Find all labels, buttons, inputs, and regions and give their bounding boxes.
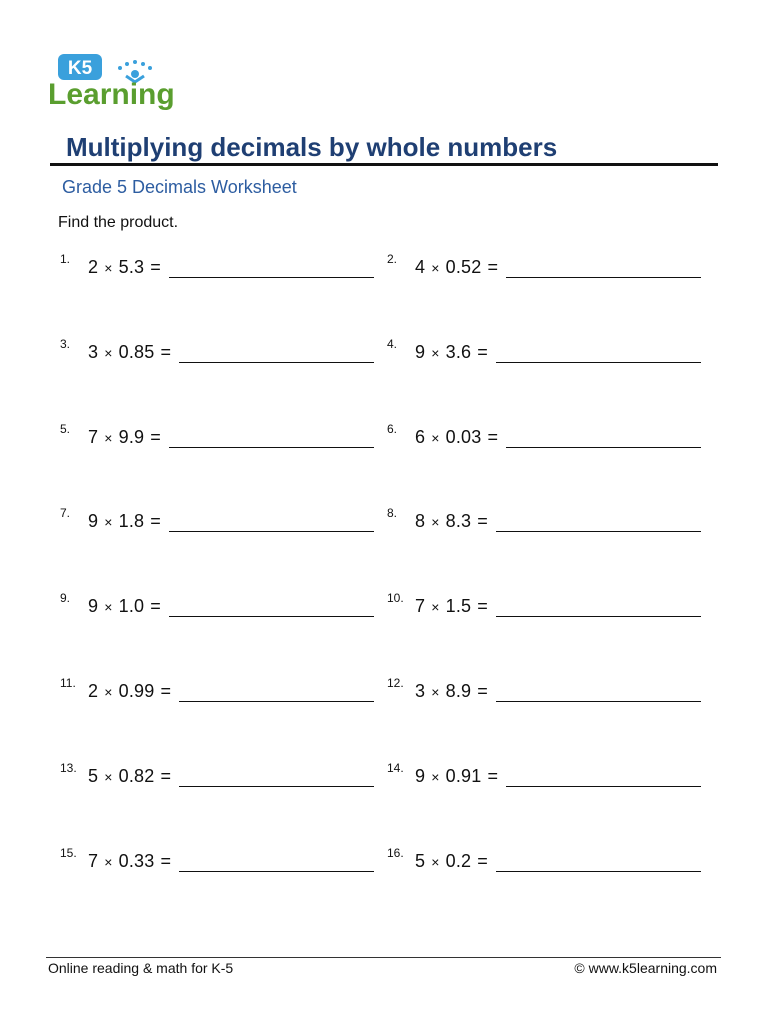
- problem-expression: [88, 342, 175, 363]
- multiplier: 3: [88, 341, 99, 362]
- decimal-factor: 3.6: [445, 341, 472, 362]
- footer-website: © www.k5learning.com: [574, 960, 717, 976]
- decimal-factor: 0.03: [445, 426, 482, 447]
- problem-expression: [415, 427, 502, 448]
- problem-expression: [88, 766, 175, 787]
- decimal-factor: 0.91: [445, 765, 482, 786]
- problem-number: 7.: [60, 506, 71, 521]
- multiplier: 2: [88, 681, 99, 701]
- decimal-factor: 8.9: [445, 681, 472, 701]
- problem-expression: [88, 681, 175, 702]
- problem-number: 15.: [60, 845, 77, 860]
- multiplier: 9: [415, 765, 426, 786]
- equals-sign: =: [477, 341, 488, 362]
- problem-item: [387, 336, 701, 363]
- problem-expression: [88, 596, 165, 617]
- problem-item: [387, 508, 701, 532]
- answer-line[interactable]: [496, 513, 701, 532]
- answer-line[interactable]: [169, 429, 374, 448]
- decimal-factor: 0.85: [118, 341, 155, 362]
- times-sign: ×: [104, 768, 113, 785]
- problem-expression: [88, 427, 165, 448]
- times-sign: ×: [104, 853, 113, 870]
- answer-line[interactable]: [496, 598, 701, 617]
- problem-number: 12.: [387, 676, 404, 690]
- decimal-factor: 0.99: [118, 681, 155, 701]
- times-sign: ×: [431, 599, 440, 616]
- answer-line[interactable]: [169, 259, 374, 278]
- multiplier: 7: [415, 596, 426, 617]
- decimal-factor: 8.3: [445, 511, 472, 532]
- times-sign: ×: [104, 514, 113, 531]
- problem-item: [387, 593, 701, 617]
- problem-expression: [415, 257, 502, 278]
- problem-expression: [415, 342, 492, 363]
- problem-item: [60, 678, 374, 702]
- equals-sign: =: [477, 511, 488, 532]
- problem-item: [60, 421, 374, 448]
- problem-number: 4.: [387, 336, 398, 351]
- title-divider: [50, 163, 718, 166]
- problem-number: 14.: [387, 760, 404, 775]
- problem-number: 5.: [60, 421, 71, 436]
- answer-line[interactable]: [506, 259, 701, 278]
- multiplier: 5: [415, 850, 426, 871]
- answer-line[interactable]: [169, 598, 374, 617]
- times-sign: ×: [431, 768, 440, 785]
- times-sign: ×: [104, 599, 113, 616]
- multiplier: 7: [88, 850, 99, 871]
- multiplier: 6: [415, 426, 426, 447]
- problem-item: [387, 845, 701, 872]
- multiplier: 9: [88, 511, 99, 532]
- svg-text:Learning: Learning: [48, 78, 175, 111]
- multiplier: 9: [415, 341, 426, 362]
- times-sign: ×: [431, 514, 440, 531]
- equals-sign: =: [150, 257, 161, 277]
- problem-expression: [88, 257, 165, 278]
- times-sign: ×: [431, 344, 440, 361]
- problem-number: 1.: [60, 252, 71, 266]
- decimal-factor: 1.5: [445, 596, 472, 617]
- multiplier: 7: [88, 426, 99, 447]
- problem-item: [387, 421, 701, 448]
- k5-learning-logo: [48, 52, 188, 114]
- problem-number: 3.: [60, 336, 71, 351]
- equals-sign: =: [487, 426, 499, 447]
- problem-item: [60, 336, 374, 363]
- problem-item: [387, 760, 701, 787]
- times-sign: ×: [104, 684, 113, 700]
- times-sign: ×: [104, 344, 113, 361]
- equals-sign: =: [150, 511, 161, 532]
- equals-sign: =: [487, 765, 499, 786]
- equals-sign: =: [150, 426, 161, 447]
- decimal-factor: 1.8: [118, 511, 145, 532]
- multiplier: 2: [88, 257, 99, 277]
- answer-line[interactable]: [506, 429, 701, 448]
- multiplier: 5: [88, 765, 99, 786]
- problem-number: 2.: [387, 252, 398, 266]
- problem-expression: [88, 511, 165, 532]
- problem-number: 9.: [60, 591, 71, 606]
- multiplier: 4: [415, 257, 426, 277]
- problem-number: 13.: [60, 760, 77, 775]
- decimal-factor: 0.33: [118, 850, 155, 871]
- problem-item: [60, 593, 374, 617]
- equals-sign: =: [160, 765, 172, 786]
- instructions: Find the product.: [58, 214, 179, 231]
- problem-number: 10.: [387, 591, 404, 606]
- footer-tagline: Online reading & math for K-5: [48, 960, 234, 976]
- equals-sign: =: [160, 341, 172, 362]
- problem-item: [60, 760, 374, 787]
- equals-sign: =: [477, 850, 488, 871]
- equals-sign: =: [477, 681, 488, 701]
- answer-line[interactable]: [496, 344, 701, 363]
- problem-expression: [415, 596, 492, 617]
- times-sign: ×: [431, 260, 440, 276]
- problem-number: 11.: [60, 676, 76, 690]
- problem-number: 16.: [387, 845, 404, 860]
- equals-sign: =: [487, 257, 499, 277]
- problem-expression: [88, 851, 175, 872]
- decimal-factor: 5.3: [118, 257, 145, 277]
- decimal-factor: 0.2: [445, 850, 472, 871]
- problem-number: 8.: [387, 506, 398, 521]
- problem-number: 6.: [387, 421, 398, 436]
- answer-line[interactable]: [179, 683, 374, 702]
- decimal-factor: 1.0: [118, 596, 145, 617]
- times-sign: ×: [104, 260, 113, 276]
- answer-line[interactable]: [506, 768, 701, 787]
- times-sign: ×: [104, 429, 113, 446]
- problem-item: [60, 254, 374, 278]
- answer-line[interactable]: [179, 344, 374, 363]
- problem-item: [387, 678, 701, 702]
- multiplier: 9: [88, 596, 99, 617]
- problem-item: [387, 254, 701, 278]
- equals-sign: =: [160, 850, 172, 871]
- answer-line[interactable]: [179, 853, 374, 872]
- times-sign: ×: [431, 429, 440, 446]
- problem-expression: [415, 511, 492, 532]
- decimal-factor: 9.9: [118, 426, 145, 447]
- times-sign: ×: [431, 853, 440, 870]
- answer-line[interactable]: [496, 683, 701, 702]
- equals-sign: =: [160, 681, 172, 701]
- svg-text:K5: K5: [67, 58, 93, 79]
- multiplier: 3: [415, 681, 426, 701]
- answer-line[interactable]: [496, 853, 701, 872]
- problem-expression: [415, 766, 502, 787]
- problem-item: [60, 508, 374, 532]
- answer-line[interactable]: [169, 513, 374, 532]
- worksheet-subtitle: Grade 5 Decimals Worksheet: [62, 177, 297, 197]
- page-title: Multiplying decimals by whole numbers: [66, 132, 558, 162]
- decimal-factor: 0.52: [445, 257, 482, 277]
- multiplier: 8: [415, 511, 426, 532]
- problem-expression: [415, 851, 492, 872]
- equals-sign: =: [150, 596, 161, 617]
- times-sign: ×: [431, 684, 440, 700]
- problem-item: [60, 845, 374, 872]
- answer-line[interactable]: [179, 768, 374, 787]
- equals-sign: =: [477, 596, 488, 617]
- footer-divider: [46, 957, 721, 958]
- problem-expression: [415, 681, 492, 702]
- decimal-factor: 0.82: [118, 765, 155, 786]
